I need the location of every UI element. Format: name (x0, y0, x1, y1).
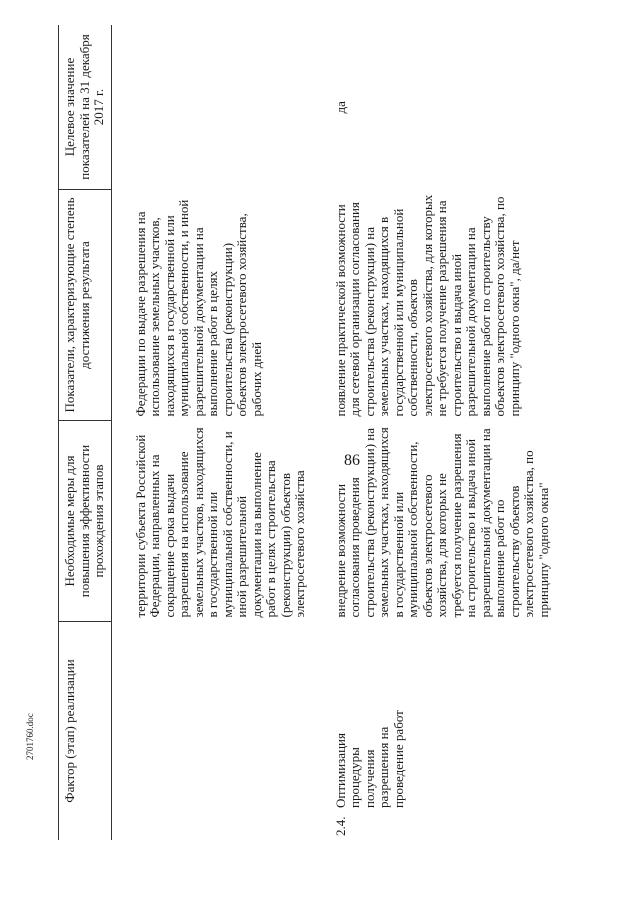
row-factor: Оптимизация процедуры получения разрешения на проведение работ (332, 710, 406, 808)
page-number: 86 (344, 452, 360, 469)
table-header-row (59, 25, 112, 840)
row-factor-cell (330, 622, 556, 841)
measures-table (58, 25, 555, 840)
header-indicators: Показатели, характеризующие степень достижения результата (59, 190, 112, 421)
row-measures: территории субъекта Российской Федерации, направленных на сокращение срока выдачи разрешения на использование земельных участков, находящихся в государственной или муниципальной собственности, и иной разрешительной документации на выполнение работ в целях строительства (реконструкции) объектов электросетевого хозяйства (132, 427, 307, 618)
table-row (130, 25, 312, 840)
header-target: Целевое значение показателей на 31 декабря 2017 г. (59, 25, 112, 190)
header-factor: Фактор (этап) реализации (59, 622, 112, 841)
row-measures: внедрение возможности согласования проведения строительства (реконструкции) на земельных участках, находящихся в государственной или муниципальной собственности, объектов электросетевого хозяйства, для которых не требуется получение разрешения на строительство и выдача иной разрешительной документации на выполнение работ по строительству объектов электросетевого хозяйства, по принципу "одного окна" (332, 427, 551, 618)
row-target (130, 25, 312, 190)
row-target: да (332, 101, 348, 114)
row-indicators: Федерации по выдаче разрешения на использование земельных участков, находящихся в государственной или муниципальной собственности, и иной разрешительной документации на выполнение работ в целях строительства (реконструкции) объектов электросетевого хозяйства, рабочих дней (132, 199, 264, 417)
table-row (330, 25, 556, 840)
row-factor-cell (130, 622, 312, 841)
row-number: 2.4. (332, 816, 348, 836)
header-measures: Необходимые меры для повышения эффективности прохождения этапов (59, 421, 112, 622)
rotated-table-container (58, 34, 628, 840)
row-indicators: появление практической возможности для сетевой организации согласования строительства (реконструкции) на земельных участках, находящихся в государственной или муниципальной собственности, объектов электросетевого хозяйства, для которых не требуется получение разрешения на строительство и выдача иной разрешительной документации на выполнение работ по строительству объектов электросетевого хозяйства, по принципу "одного окна", да/нет (332, 194, 522, 417)
footer-code: 2701760.doc (25, 713, 35, 760)
